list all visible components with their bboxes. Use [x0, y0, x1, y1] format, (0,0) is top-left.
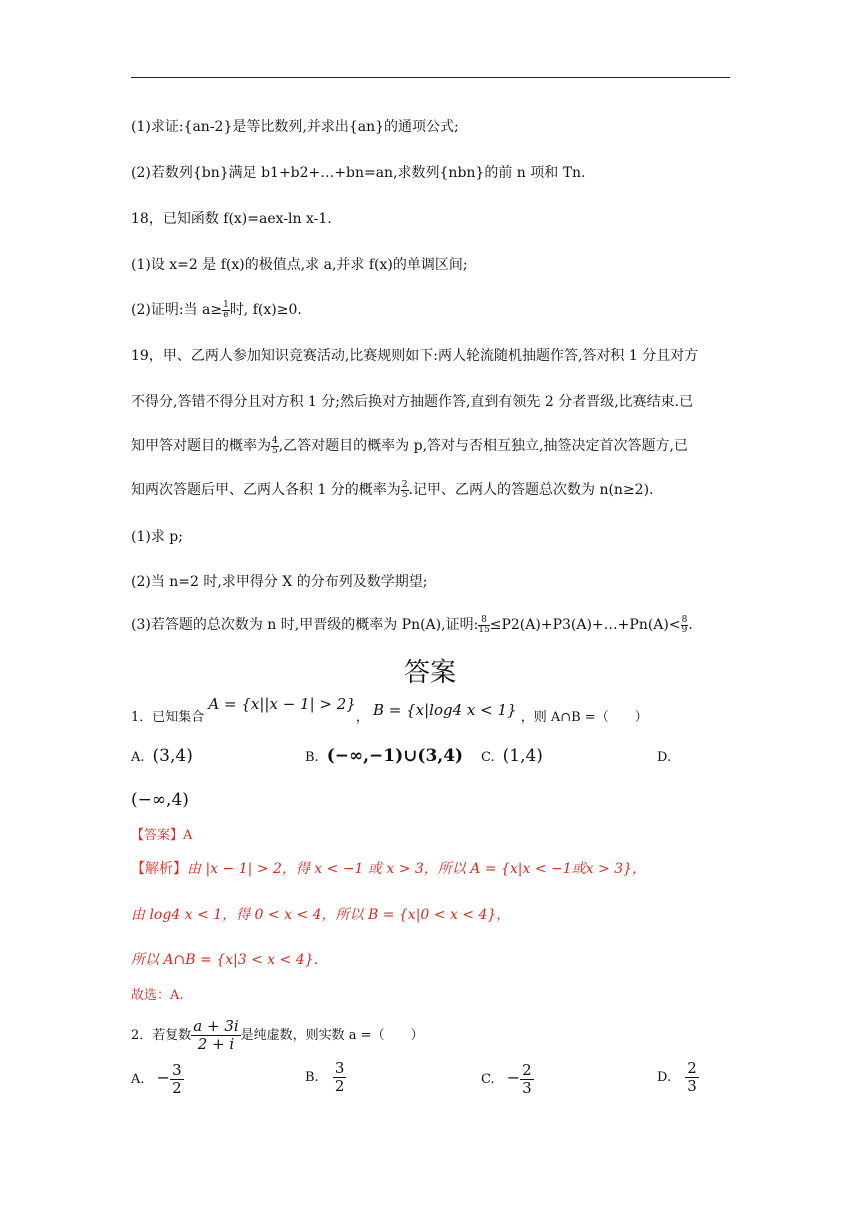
q19-line3-text-a: 知甲答对题目的概率为 [131, 438, 271, 454]
q19-line3 [131, 436, 688, 456]
q1-stem-text-b: ，则 A∩B =（ ） [520, 710, 648, 725]
explanation-text: 由 log4 x < 1，得 0 < x < 4，所以 B = {x|0 < x < 4}， [131, 907, 511, 923]
fraction [685, 1060, 699, 1095]
q19-part1: (1)求 p; [131, 529, 183, 545]
q1-option-b [305, 746, 463, 766]
q19-line3-text-b: ,乙答对题目的概率为 p,答对与否相互独立,抽签决定首次答题方,已 [278, 438, 688, 454]
q2-option-d [657, 1058, 699, 1098]
fraction-numerator: 3 [334, 1059, 345, 1077]
option-label: B. [305, 750, 319, 765]
q1-explanation-line3 [131, 950, 318, 970]
q19-part3 [131, 615, 693, 635]
minus-sign: − [156, 1068, 171, 1087]
option-label: B. [305, 1070, 319, 1085]
option-label: D. [657, 1070, 672, 1085]
q19-line4-text-b: .记甲、乙两人的答题总次数为 n(n≥2). [408, 482, 654, 498]
explanation-text: 所以 A∩B = {x|3 < x < 4}. [131, 952, 319, 968]
fraction-denominator: e [223, 309, 229, 320]
fraction-denominator: 3 [687, 1077, 697, 1095]
q18-part2-text-b: 时, f(x)≥0. [229, 302, 302, 318]
q1-stem [131, 695, 648, 728]
q1-stem-text-a: 1．已知集合 [131, 710, 205, 725]
q1-explanation-line2 [131, 905, 510, 925]
fraction-numerator: 2 [687, 1059, 697, 1077]
header-rule [131, 77, 730, 78]
q18-part1: (1)设 x=2 是 f(x)的极值点,求 a,并求 f(x)的单调区间; [131, 257, 468, 273]
fraction-numerator: 8 [478, 616, 489, 626]
q19-line4 [131, 480, 654, 500]
set-b-expression: B = {x|log4 x < 1} [372, 701, 517, 719]
fraction-numerator: 4 [272, 435, 278, 446]
option-label: C. [481, 1072, 495, 1087]
fraction-2-over-5 [401, 481, 409, 500]
option-value: (−∞,−1)∪(3,4) [326, 746, 464, 766]
option-label: A. [131, 750, 145, 765]
minus-sign: − [506, 1068, 521, 1087]
q19-line2: 不得分,答错不得分且对方积 1 分;然后换对方抽题作答,直到有领先 2 分者晋级,比赛结束.已 [131, 394, 694, 410]
q2-option-b [305, 1058, 346, 1098]
fraction-denominator: 3 [522, 1079, 532, 1097]
q19-part3-text-c: . [688, 617, 693, 633]
q1-option-d-value: (−∞,4) [131, 790, 189, 810]
fraction-denominator: 2 [172, 1079, 182, 1097]
q18-part2 [131, 300, 302, 320]
q1-explanation-line1 [131, 859, 646, 879]
complex-fraction [191, 1018, 240, 1053]
fraction-8-over-15 [478, 616, 489, 635]
fraction-numerator: 2 [401, 479, 408, 490]
q19-part3-text-b: ≤P2(A)+P3(A)+…+Pn(A)< [489, 617, 681, 633]
explanation-tag: 【解析】 [131, 861, 187, 877]
fraction-denominator: 5 [272, 445, 278, 456]
q19-part2: (2)当 n=2 时,求甲得分 X 的分布列及数学期望; [131, 574, 428, 590]
q2-stem-text-a: 2．若复数 [131, 1028, 192, 1043]
q2-option-c [481, 1058, 534, 1100]
q1-option-a [131, 746, 193, 766]
option-label: C. [481, 750, 495, 765]
q2-option-a [131, 1058, 184, 1100]
q2-stem-text-b: 是纯虚数，则实数 a =（ ） [240, 1028, 424, 1043]
q17-part2: (2)若数列{bn}满足 b1+b2+…+bn=an,求数列{nbn}的前 n 项和 Tn. [131, 165, 586, 181]
fraction-4-over-5 [271, 437, 279, 456]
fraction-numerator: 1 [223, 299, 229, 310]
fraction-numerator: a + 3i [193, 1017, 239, 1035]
answer-section-title: 答案 [403, 658, 456, 688]
q19-part3-text-a: (3)若答题的总次数为 n 时,甲晋级的概率为 Pn(A),证明: [131, 617, 479, 633]
fraction-1-over-e [222, 301, 230, 320]
fraction-denominator: 9 [681, 624, 688, 635]
option-value: (1,4) [502, 746, 543, 766]
q2-stem [131, 1016, 424, 1056]
fraction [520, 1062, 534, 1097]
fraction-denominator: 5 [401, 489, 408, 500]
fraction-numerator: 3 [172, 1061, 182, 1079]
fraction-numerator: 8 [681, 614, 688, 625]
q1-answer: 【答案】A [131, 828, 193, 843]
q17-part1: (1)求证:{an-2}是等比数列,并求出{an}的通项公式; [131, 119, 459, 135]
fraction [170, 1062, 184, 1097]
q18-stem: 18，已知函数 f(x)=aex-ln x-1. [131, 211, 332, 227]
option-value: (3,4) [152, 746, 193, 766]
q1-conclusion: 故选：A. [131, 988, 184, 1003]
explanation-text: 由 |x − 1| > 2，得 x < −1 或 x > 3，所以 A = {x|x < −1或x > 3}， [187, 861, 647, 877]
q1-option-c [481, 746, 543, 766]
q19-line4-text-a: 知两次答题后甲、乙两人各积 1 分的概率为 [131, 482, 401, 498]
q1-comma: ， [355, 710, 369, 725]
fraction-numerator: 2 [522, 1061, 532, 1079]
fraction-denominator: 15 [478, 624, 490, 635]
q18-part2-text-a: (2)证明:当 a≥ [131, 302, 223, 318]
fraction [333, 1060, 347, 1095]
fraction-denominator: 2 + i [197, 1035, 235, 1053]
q1-option-d-label: D. [657, 750, 672, 765]
q19-line1: 19，甲、乙两人参加知识竞赛活动,比赛规则如下:两人轮流随机抽题作答,答对积 1 分且对方 [131, 348, 699, 364]
set-a-expression: A = {x||x − 1| > 2} [208, 695, 356, 713]
fraction-denominator: 2 [334, 1077, 345, 1095]
option-label: A. [131, 1072, 145, 1087]
